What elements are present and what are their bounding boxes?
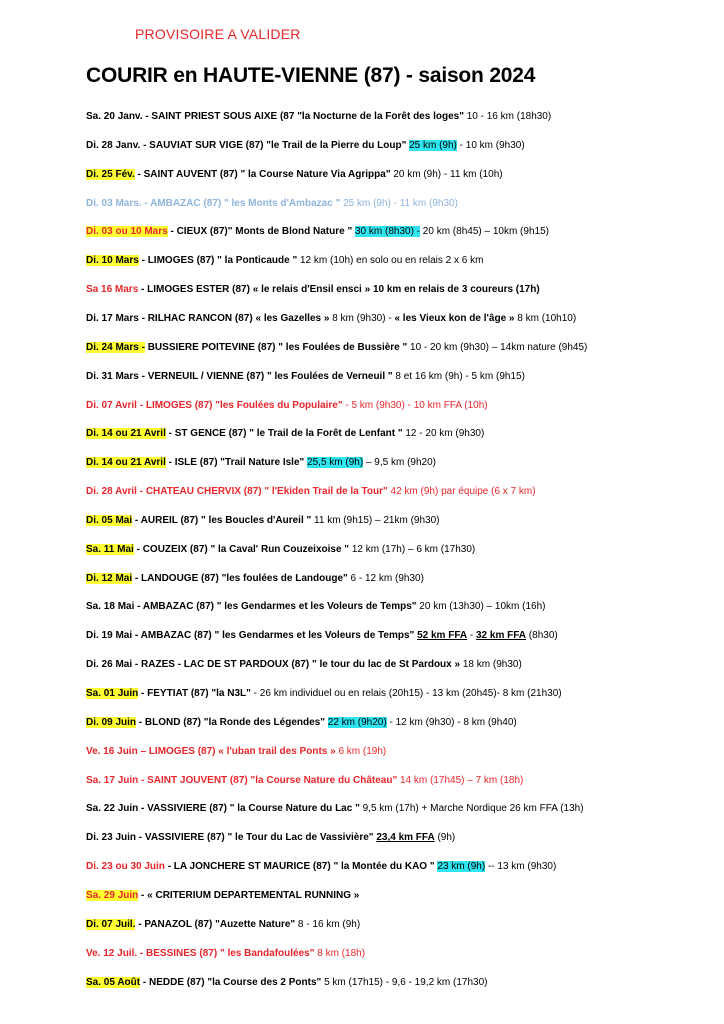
event-item bbox=[86, 283, 540, 296]
event-text: - 5 km (9h30) - 10 km FFA (10h) bbox=[342, 399, 488, 411]
event-text: - COUZEIX (87) " la Caval' Run Couzeixoise " bbox=[133, 543, 350, 555]
event-text: Di. 28 Janv. bbox=[86, 139, 141, 151]
event-text: 5 km (17h15) - 9,6 - 19,2 km (17h30) bbox=[321, 976, 488, 988]
event-item bbox=[86, 370, 525, 383]
event-item bbox=[86, 572, 424, 585]
event-text: Ve. 12 Juil. - BESSINES (87) " les Bandafoulées" bbox=[86, 947, 315, 959]
event-text: - NEDDE (87) "la Course des 2 Ponts" bbox=[140, 976, 322, 988]
event-text: - VASSIVIERE (87) " le Tour du Lac de Vassivière" bbox=[136, 832, 374, 844]
event-text: Ve. 16 Juin – LIMOGES (87) « l'uban trail des Ponts » bbox=[86, 745, 336, 757]
event-item bbox=[86, 427, 484, 440]
event-date: Di. 14 ou 21 Avril bbox=[86, 457, 166, 469]
event-text: (9h) bbox=[434, 832, 456, 844]
event-date: Di. 05 Mai bbox=[86, 514, 133, 526]
event-text: - LA JONCHERE ST MAURICE (87) " la Montée du KAO " bbox=[164, 861, 435, 873]
event-text: Sa 16 Mars bbox=[86, 284, 139, 296]
event-date: Di. 09 Juin bbox=[86, 716, 137, 728]
highlighted-distance: 25,5 km (9h) bbox=[307, 457, 364, 469]
event-text: 25 km (9h) - 11 km (9h30) bbox=[340, 197, 458, 209]
event-item bbox=[86, 312, 576, 325]
event-text: – 9,5 km (9h20) bbox=[363, 457, 436, 469]
event-item bbox=[86, 745, 386, 758]
event-date: Sa. 05 Août bbox=[86, 976, 141, 988]
event-text: - VASSIVIERE (87) " la Course Nature du Lac " bbox=[138, 803, 360, 815]
event-text: 8 - 16 km (9h) bbox=[295, 918, 361, 930]
event-text: 42 km (9h) par équipe (6 x 7 km) bbox=[387, 486, 536, 498]
event-text: 20 km (13h30) – 10km (16h) bbox=[416, 601, 546, 613]
event-item bbox=[86, 802, 584, 815]
event-text: - 12 km (9h30) - 8 km (9h40) bbox=[386, 716, 517, 728]
event-date: Di. 03 ou 10 Mars bbox=[86, 226, 168, 238]
event-item bbox=[86, 658, 522, 671]
event-date: Di. 07 Juil. bbox=[86, 918, 136, 930]
event-text: 12 - 20 km (9h30) bbox=[402, 428, 485, 440]
event-text: - RILHAC RANCON (87) « les Gazelles » bbox=[138, 312, 330, 324]
event-item bbox=[86, 889, 359, 902]
event-item bbox=[86, 860, 556, 873]
event-date: Di. 14 ou 21 Avril bbox=[86, 428, 166, 440]
event-text: 10 - 20 km (9h30) – 14km nature (9h45) bbox=[407, 341, 588, 353]
page-title: COURIR en HAUTE-VIENNE (87) - saison 2024 bbox=[86, 64, 536, 87]
event-item bbox=[86, 341, 587, 354]
event-item bbox=[86, 110, 551, 123]
event-item bbox=[86, 254, 483, 267]
event-text: - PANAZOL (87) "Auzette Nature" bbox=[135, 918, 296, 930]
event-item bbox=[86, 197, 458, 210]
event-text: Di. 26 Mai bbox=[86, 659, 133, 671]
event-item bbox=[86, 831, 455, 844]
event-text: - SAINT AUVENT (87) " la Course Nature Via Agrippa" bbox=[134, 168, 391, 180]
event-text: - bbox=[467, 630, 476, 642]
event-text: 12 km (17h) – 6 km (17h30) bbox=[349, 543, 476, 555]
event-text: 14 km (17h45) – 7 km (18h) bbox=[397, 774, 524, 786]
event-date: Sa. 11 Mai bbox=[86, 543, 134, 555]
event-item bbox=[86, 543, 475, 556]
event-text: - ISLE (87) "Trail Nature Isle" bbox=[165, 457, 305, 469]
event-text: Sa. 18 Mai bbox=[86, 601, 135, 613]
event-text: - 26 km individuel ou en relais (20h15) - 13 km (20h45)- 8 km (21h30) bbox=[250, 688, 562, 699]
event-item bbox=[86, 774, 523, 787]
event-item bbox=[86, 687, 562, 700]
event-text: - AMBAZAC (87) " les Gendarmes et les Voleurs de Temps" bbox=[132, 630, 415, 642]
highlighted-distance: 22 km (9h20) bbox=[327, 716, 387, 728]
event-item bbox=[86, 629, 558, 642]
event-text: - LIMOGES (87) " la Ponticaude " bbox=[138, 255, 298, 267]
event-text: 23,4 km FFA bbox=[376, 832, 435, 844]
event-text: - RAZES - LAC DE ST PARDOUX (87) " le tour du lac de St Pardoux » bbox=[132, 659, 461, 671]
event-text: - CIEUX (87)" Monts de Blond Nature " bbox=[167, 226, 353, 238]
event-text: Di. 07 Avril - LIMOGES (87) "les Foulées du Populaire" bbox=[86, 399, 343, 411]
event-text: Di. 31 Mars bbox=[86, 370, 139, 382]
event-item bbox=[86, 716, 517, 729]
event-text: - LANDOUGE (87) "les foulées de Landouge" bbox=[132, 572, 348, 584]
event-text: Di. 03 Mars. - AMBAZAC (87) " les Monts d'Ambazac " bbox=[86, 197, 341, 209]
event-text: - 10 km (9h30) bbox=[456, 139, 525, 151]
event-text: Di. 28 Avril - CHATEAU CHERVIX (87) " l'Ekiden Trail de la Tour" bbox=[86, 486, 388, 498]
event-text: 6 km (19h) bbox=[335, 745, 387, 757]
event-item bbox=[86, 600, 545, 613]
event-text: 12 km (10h) en solo ou en relais 2 x 6 km bbox=[297, 255, 484, 267]
event-text: Di. 17 Mars bbox=[86, 312, 139, 324]
event-text: Sa. 17 Juin - SAINT JOUVENT (87) "la Course Nature du Château" bbox=[86, 774, 398, 786]
event-text: Sa. 20 Janv. bbox=[86, 111, 143, 122]
event-item bbox=[86, 485, 536, 498]
event-text: - ST GENCE (87) " le Trail de la Forêt de Lenfant " bbox=[165, 428, 403, 440]
event-date: Sa. 01 Juin bbox=[86, 688, 139, 699]
event-item bbox=[86, 225, 549, 238]
event-text: 20 km (9h) - 11 km (10h) bbox=[390, 168, 503, 180]
provisional-stamp: PROVISOIRE A VALIDER bbox=[135, 26, 301, 42]
event-text: - BLOND (87) "la Ronde des Légendes" bbox=[136, 716, 325, 728]
event-text: - FEYTIAT (87) "la N3L" bbox=[138, 688, 251, 699]
event-text: -- 13 km (9h30) bbox=[485, 861, 557, 873]
event-date: Di. 10 Mars bbox=[86, 255, 139, 267]
event-item bbox=[86, 139, 525, 152]
event-item bbox=[86, 399, 488, 412]
event-text: 6 - 12 km (9h30) bbox=[347, 572, 424, 584]
event-text: 10 - 16 km (18h30) bbox=[463, 111, 552, 122]
event-text: (8h30) bbox=[526, 630, 558, 642]
event-item bbox=[86, 168, 503, 181]
event-item bbox=[86, 918, 360, 931]
event-date: Di. 25 Fév. bbox=[86, 168, 135, 180]
event-item bbox=[86, 976, 487, 989]
event-item bbox=[86, 514, 439, 527]
event-text: Di. 23 ou 30 Juin bbox=[86, 861, 165, 873]
event-text: « les Vieux kon de l'âge » bbox=[394, 312, 515, 324]
event-text: 8 km (10h10) bbox=[514, 312, 577, 324]
event-text: - « CRITERIUM DEPARTEMENTAL RUNNING » bbox=[138, 889, 360, 901]
event-text: 9,5 km (17h) + Marche Nordique 26 km FFA (13h) bbox=[359, 803, 584, 815]
highlighted-distance: 23 km (9h) bbox=[437, 861, 486, 873]
highlighted-distance: 25 km (9h) bbox=[409, 139, 457, 151]
event-date: Di. 12 Mai bbox=[86, 572, 133, 584]
event-text: 8 km (18h) bbox=[314, 947, 366, 959]
event-text: - AUREIL (87) " les Boucles d'Aureil " bbox=[132, 514, 312, 526]
event-text: Di. 19 Mai bbox=[86, 630, 133, 642]
event-text: Di. 23 Juin bbox=[86, 832, 137, 844]
event-text: 11 km (9h15) – 21km (9h30) bbox=[311, 514, 440, 526]
event-text: - SAUVIAT SUR VIGE (87) "le Trail de la Pierre du Loup" bbox=[140, 139, 407, 151]
event-text: 8 km (9h30) - bbox=[329, 312, 395, 324]
event-text: Sa. 22 Juin bbox=[86, 803, 139, 815]
event-item bbox=[86, 456, 436, 469]
event-text: 18 km (9h30) bbox=[460, 659, 522, 671]
event-text: - SAINT PRIEST SOUS AIXE (87 "la Nocturne de la Forêt des loges" bbox=[142, 111, 464, 122]
event-text: 32 km FFA bbox=[476, 630, 527, 642]
event-date: Di. 24 Mars - bbox=[86, 341, 145, 353]
event-text: - AMBAZAC (87) " les Gendarmes et les Voleurs de Temps" bbox=[134, 601, 417, 613]
event-text: 20 km (8h45) – 10km (9h15) bbox=[420, 226, 549, 238]
event-text: - VERNEUIL / VIENNE (87) " les Foulées de Verneuil " bbox=[138, 370, 393, 382]
event-item bbox=[86, 947, 365, 960]
event-text: BUSSIERE POITEVINE (87) " les Foulées de Bussière " bbox=[144, 341, 408, 353]
highlighted-distance: 30 km (8h30) - bbox=[354, 226, 421, 238]
event-date: Sa. 29 Juin bbox=[86, 889, 139, 901]
event-text: 52 km FFA bbox=[417, 630, 468, 642]
event-text: - LIMOGES ESTER (87) « le relais d'Ensil ensci » 10 km en relais de 3 coureurs (17h) bbox=[138, 284, 540, 296]
event-text: 8 et 16 km (9h) - 5 km (9h15) bbox=[392, 370, 525, 382]
